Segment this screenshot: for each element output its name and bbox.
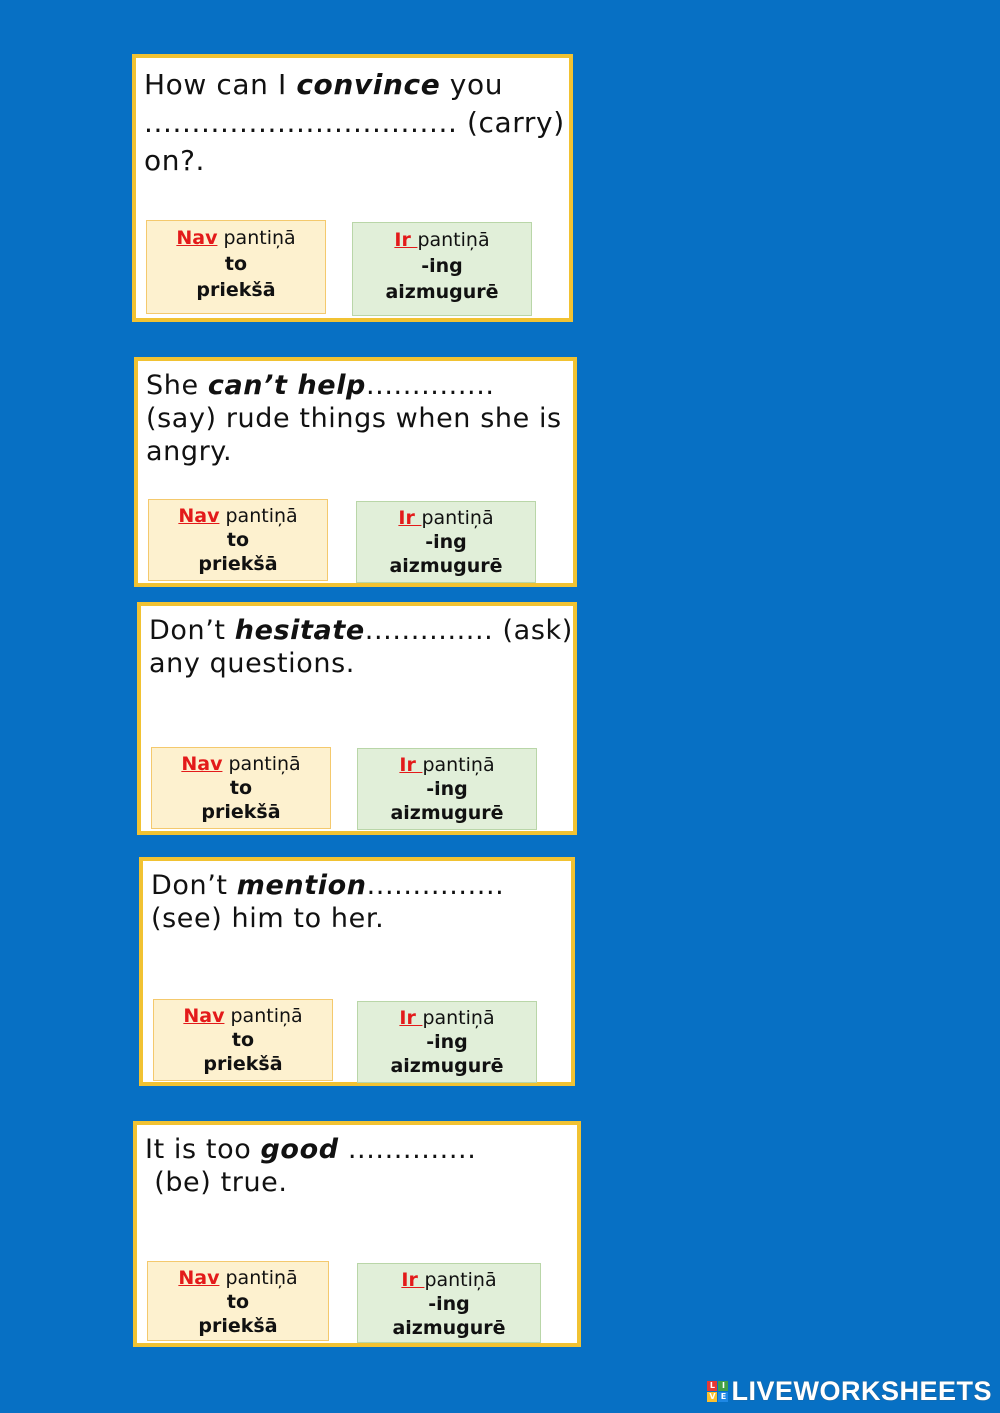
- question-card-3: [137, 602, 583, 835]
- option-ir-button[interactable]: Ir pantiņā -ing aizmugurē: [357, 1001, 537, 1083]
- question-text: It is too good .............. (be) true.: [145, 1134, 477, 1198]
- question-text: Don’t hesitate.............. (ask) any questions.: [149, 615, 583, 679]
- option-ir-button[interactable]: Ir pantiņā -ing aizmugurē: [357, 748, 537, 830]
- option-nav-button[interactable]: Nav pantiņā to priekšā: [146, 220, 326, 314]
- option-nav-button[interactable]: Nav pantiņā to priekšā: [151, 747, 331, 829]
- question-text: How can I convince you ................................. (carry) on?.: [144, 68, 575, 177]
- option-nav-button[interactable]: Nav pantiņā to priekšā: [148, 499, 328, 581]
- option-ir-button[interactable]: Ir pantiņā -ing aizmugurē: [356, 501, 536, 583]
- option-nav-button[interactable]: Nav pantiņā to priekšā: [147, 1261, 329, 1341]
- liveworksheets-logo: [707, 1376, 992, 1407]
- logo-mark-icon: L I V E: [707, 1381, 728, 1402]
- question-card-2: [134, 357, 577, 587]
- question-card-5: [133, 1121, 581, 1347]
- option-nav-button[interactable]: Nav pantiņā to priekšā: [153, 999, 333, 1081]
- question-text: She can’t help.............. (say) rude things when she is angry.: [146, 370, 571, 467]
- option-ir-button[interactable]: Ir pantiņā -ing aizmugurē: [352, 222, 532, 316]
- option-ir-button[interactable]: Ir pantiņā -ing aizmugurē: [357, 1263, 541, 1343]
- logo-text: LIVEWORKSHEETS: [731, 1376, 992, 1406]
- question-text: Don’t mention............... (see) him to her.: [151, 870, 514, 934]
- question-card-1: [132, 54, 573, 322]
- question-card-4: [139, 857, 575, 1086]
